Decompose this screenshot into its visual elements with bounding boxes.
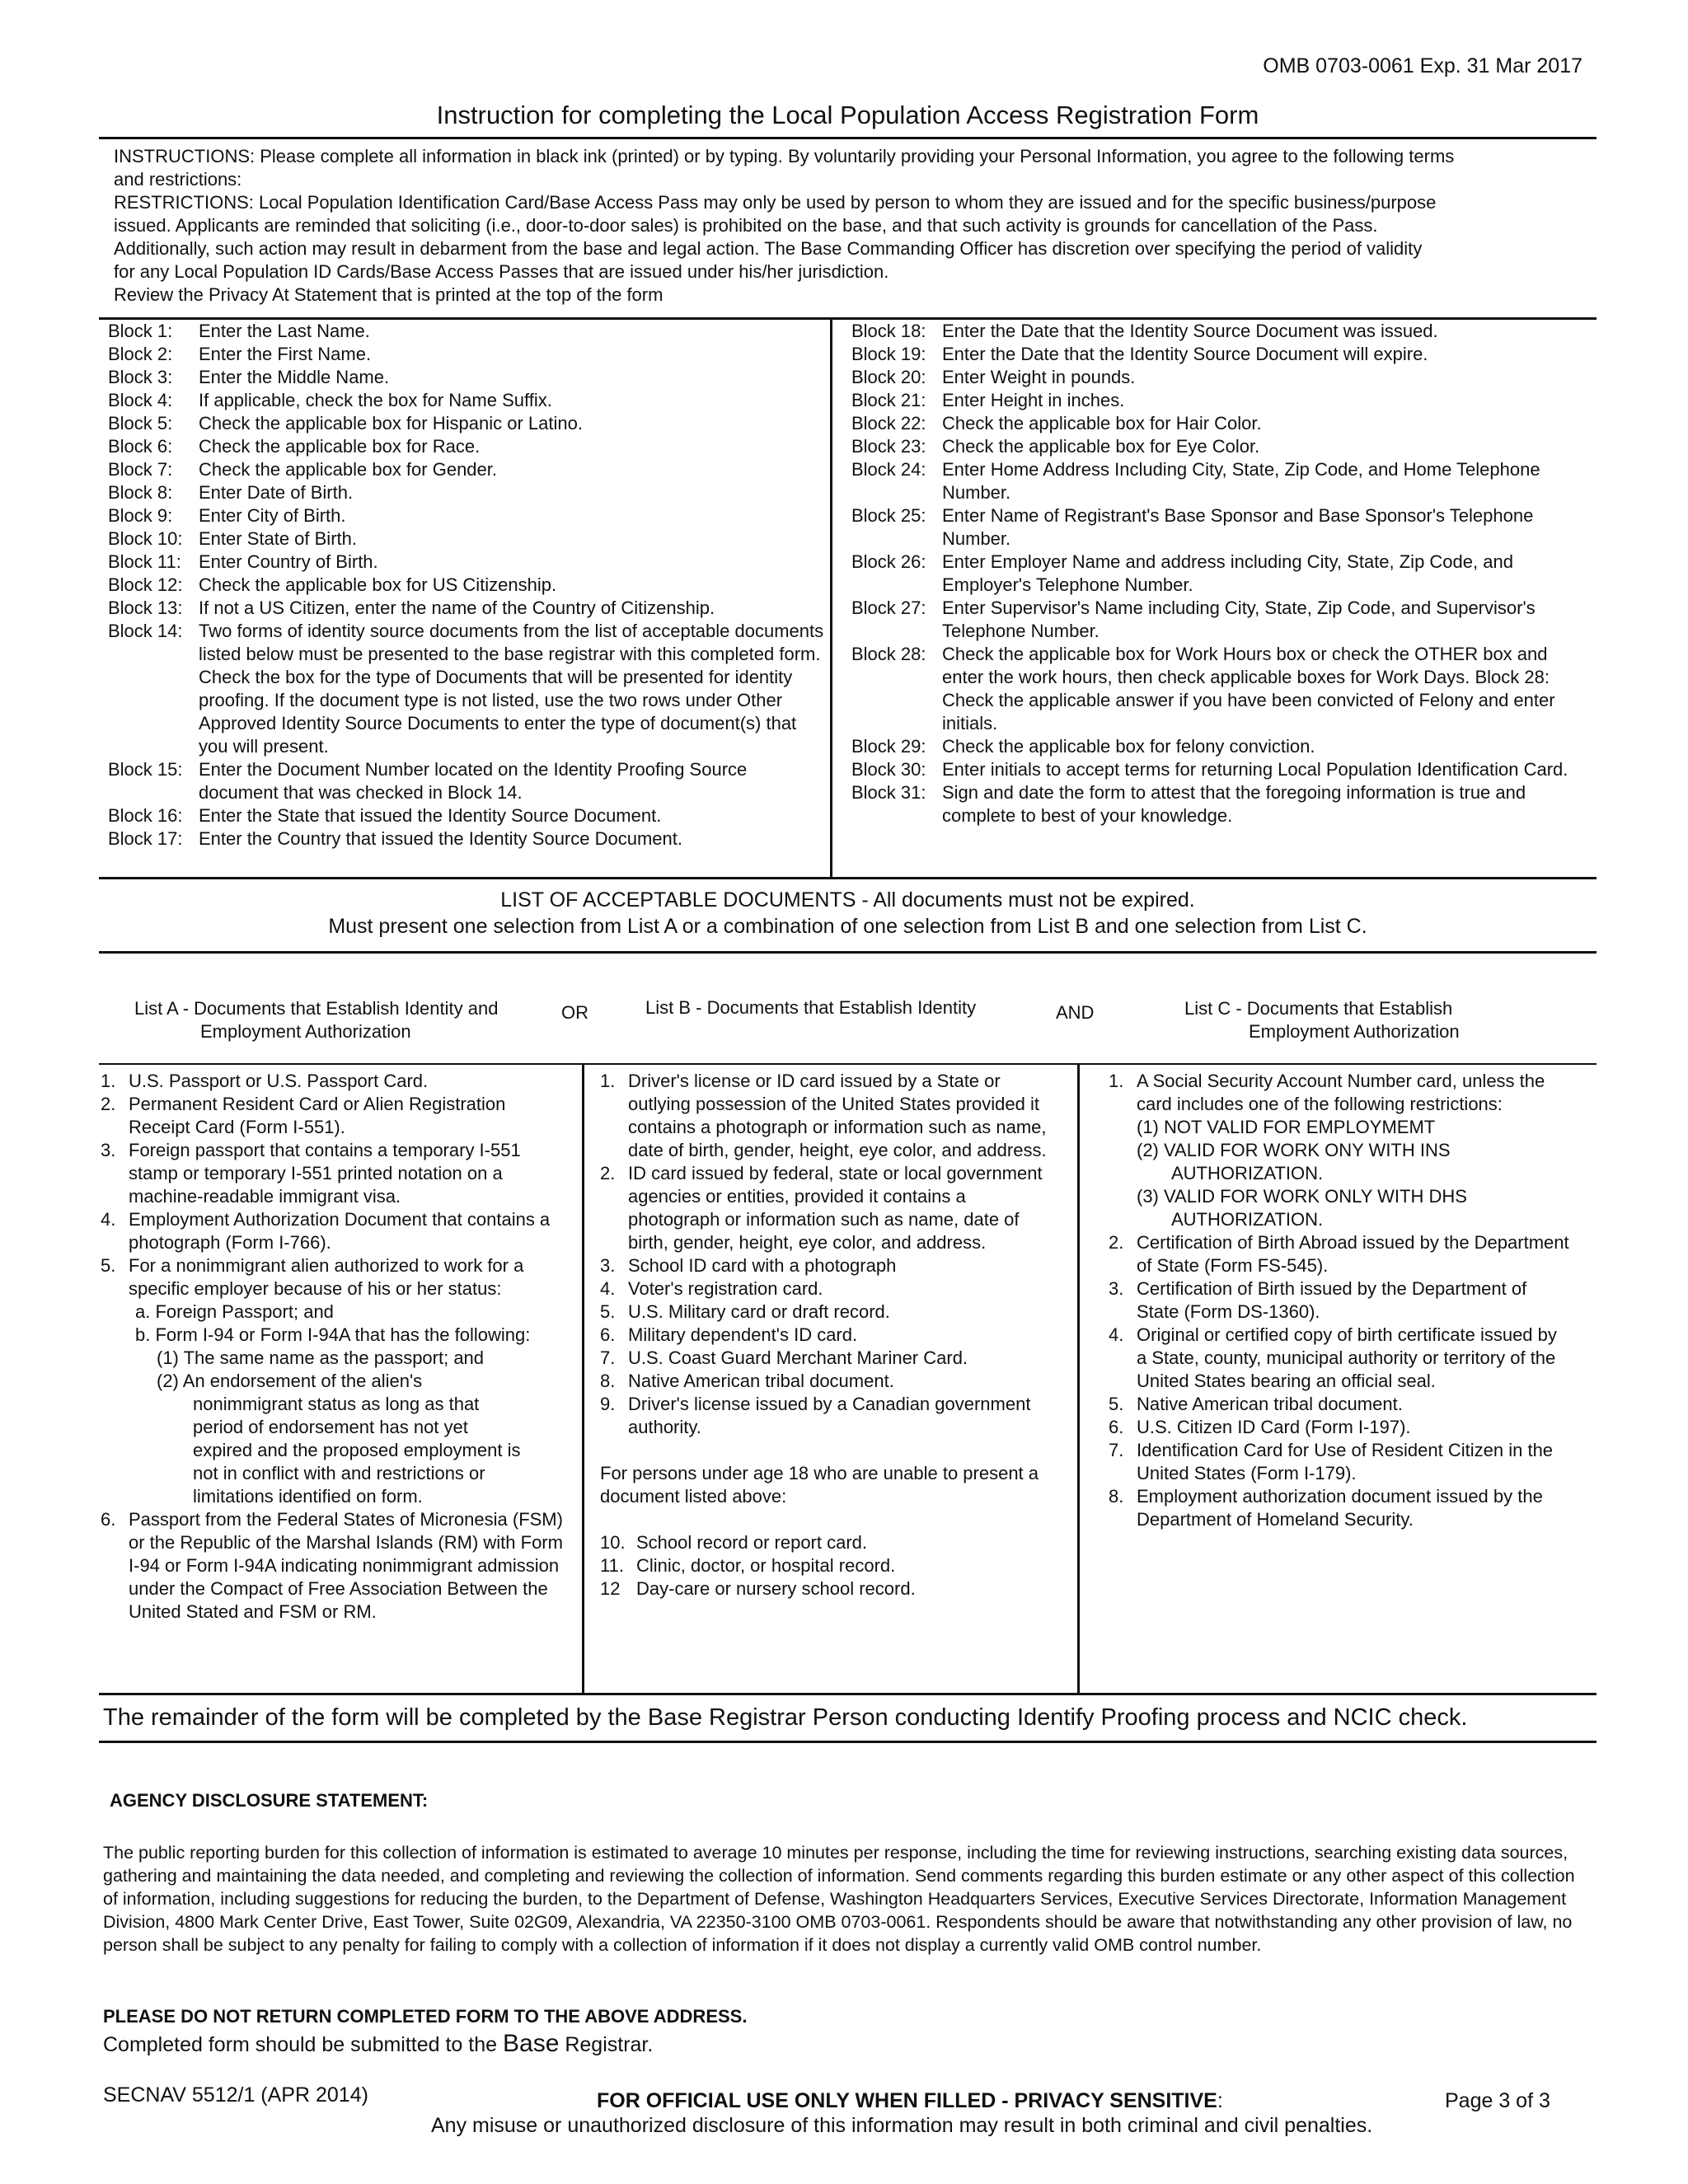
list-a-header-line: List A - Documents that Establish Identity and: [134, 998, 499, 1019]
submit-base: Base: [503, 2030, 560, 2057]
page-number: Page 3 of 3: [1445, 2089, 1550, 2112]
block-text: Enter City of Birth.: [199, 505, 346, 526]
list-item: 2. ID card issued by federal, state or local government agencies or entities, provided it contains a photograph or information such as name, date of birth, gender, height, eye color, and address.: [600, 1163, 1043, 1253]
block-text: Enter the Last Name.: [199, 321, 370, 341]
block-instruction: [108, 804, 825, 827]
block-text: Enter the Date that the Identity Source Document was issued.: [942, 321, 1438, 341]
list-a-header-line: Employment Authorization: [200, 1021, 411, 1042]
acceptable-line-2: Must present one selection from List A or a combination of one selection from List B and one selection from List C.: [328, 915, 1367, 938]
list-c-header-line: List C - Documents that Establish: [1184, 998, 1453, 1019]
block-instruction: [108, 458, 825, 481]
restrictions-line: for any Local Population ID Cards/Base Access Passes that are issued under his/her jurisdiction.: [114, 261, 889, 282]
block-label: Block 16:: [108, 805, 183, 826]
block-label: Block 8:: [108, 482, 173, 503]
list-item: 8. Native American tribal document.: [600, 1371, 894, 1391]
block-instruction: [108, 597, 825, 620]
list-item: 6. Military dependent's ID card.: [600, 1324, 858, 1345]
block-text: Enter Supervisor's Name including City, State, Zip Code, and Supervisor's Telephone Number.: [942, 598, 1536, 641]
block-text: Check the applicable box for Gender.: [199, 459, 498, 480]
block-label: Block 11:: [108, 551, 181, 572]
block-label: Block 3:: [108, 367, 173, 387]
list-item: 9. Driver's license issued by a Canadian government authority.: [600, 1394, 1031, 1437]
fouo-notice: [597, 2089, 1223, 2113]
list-item: 10. School record or report card.: [600, 1532, 868, 1553]
list-item: 5. U.S. Military card or draft record.: [600, 1301, 890, 1322]
block-text: Two forms of identity source documents from the list of acceptable documents listed below must be presented to the base registrar with this completed form. Check the box for the type of Documents that will be presented for identity proofing. If the document type is not listed, use the two rows under Other Approved Identity Source Documents to enter the type of document(s) that you will present.: [199, 621, 824, 757]
block-instruction: [108, 827, 825, 851]
restriction-item: (2) VALID FOR WORK ONY WITH INS AUTHORIZATION.: [1137, 1140, 1451, 1183]
instructions-line: INSTRUCTIONS: Please complete all information in black ink (printed) or by typing. By voluntarily providing your Personal Information, you agree to the following terms: [114, 146, 1455, 166]
list-divider-ab: [582, 1065, 584, 1693]
restrictions-line: RESTRICTIONS: Local Population Identification Card/Base Access Pass may only be used by person to whom they are issued and for the specific business/purpose: [114, 192, 1437, 213]
block-label: Block 1:: [108, 321, 173, 341]
list-item: 12 Day-care or nursery school record.: [600, 1578, 916, 1599]
block-label: Block 12:: [108, 574, 183, 595]
block-text: Enter Home Address Including City, State, Zip Code, and Home Telephone Number.: [942, 459, 1540, 503]
block-instruction: [851, 343, 1585, 366]
block-label: Block 19:: [851, 344, 926, 364]
do-not-return-notice: PLEASE DO NOT RETURN COMPLETED FORM TO THE ABOVE ADDRESS.: [103, 2006, 748, 2027]
list-divider-bc: [1077, 1065, 1080, 1693]
block-label: Block 25:: [851, 505, 926, 526]
block-text: Enter Height in inches.: [942, 390, 1125, 410]
fouo-colon: :: [1217, 2089, 1223, 2112]
block-instruction: [108, 366, 825, 389]
block-text: Enter State of Birth.: [199, 528, 357, 549]
list-a-header-text: [134, 997, 498, 1043]
block-label: Block 31:: [851, 782, 926, 803]
block-label: Block 18:: [851, 321, 926, 341]
block-instruction: [108, 412, 825, 435]
list-item: 6. Passport from the Federal States of Micronesia (FSM) or the Republic of the Marshal Islands (RM) with Form I-94 or Form I-94A indicating nonimmigrant admission under the Compact of Free Association Between the United Stated and FSM or RM.: [101, 1509, 563, 1622]
block-label: Block 4:: [108, 390, 173, 410]
restrictions-line: issued. Applicants are reminded that soliciting (i.e., door-to-door sales) is prohibited on the base, and that such activity is grounds for cancellation of the Pass.: [114, 215, 1378, 236]
remainder-note: The remainder of the form will be completed by the Base Registrar Person conducting Identify Proofing process and NCIC check.: [103, 1704, 1468, 1731]
list-item: 8. Employment authorization document issued by the Department of Homeland Security.: [1109, 1486, 1543, 1530]
disclosure-heading: AGENCY DISCLOSURE STATEMENT:: [110, 1790, 429, 1811]
block-instruction: [108, 504, 825, 527]
block-label: Block 24:: [851, 459, 926, 480]
list-subitem: a. Foreign Passport; and: [135, 1301, 334, 1322]
block-label: Block 13:: [108, 598, 183, 618]
list-item: 5. Native American tribal document.: [1109, 1394, 1403, 1414]
blocks-right-column: [851, 320, 1585, 827]
block-text: Enter Weight in pounds.: [942, 367, 1136, 387]
block-instruction: [851, 643, 1585, 735]
block-text: Check the applicable box for Work Hours box or check the OTHER box and enter the work hours, then check applicable boxes for Work Days. Block 28: Check the applicable answer if you have been convicted of Felony and enter initials.: [942, 644, 1555, 733]
list-item: 3. School ID card with a photograph: [600, 1255, 897, 1276]
block-label: Block 15:: [108, 759, 183, 780]
list-b-header: List B - Documents that Establish Identity: [645, 997, 977, 1018]
acceptable-documents-heading: [99, 887, 1597, 940]
instructions-section: [114, 145, 1589, 307]
list-item: 3. Foreign passport that contains a temporary I-551 stamp or temporary I-551 printed notation on a machine-readable immigrant visa.: [101, 1140, 521, 1207]
block-label: Block 29:: [851, 736, 926, 757]
block-label: Block 17:: [108, 828, 183, 849]
block-text: Check the applicable box for Hispanic or Latino.: [199, 413, 583, 434]
list-subsubitem: (2) An endorsement of the alien's nonimmigrant status as long as that period of endorsement has not yet expired and the proposed employment is not in conflict with and restrictions or limitations identified on form.: [157, 1371, 521, 1507]
list-subsubitem: (1) The same name as the passport; and: [157, 1347, 485, 1368]
list-item: 6. U.S. Citizen ID Card (Form I-197).: [1109, 1417, 1411, 1437]
block-text: Enter Employer Name and address including City, State, Zip Code, and Employer's Telephone Number.: [942, 551, 1513, 595]
list-b: [600, 1070, 1062, 1601]
block-instruction: [108, 527, 825, 551]
list-item: 4. Voter's registration card.: [600, 1278, 823, 1299]
block-label: Block 26:: [851, 551, 926, 572]
block-instruction: [851, 320, 1585, 343]
misuse-notice: Any misuse or unauthorized disclosure of this information may result in both criminal and civil penalties.: [431, 2114, 1373, 2137]
form-id: SECNAV 5512/1 (APR 2014): [103, 2083, 368, 2107]
block-text: Check the applicable box for Race.: [199, 436, 481, 457]
and-label: AND: [1056, 1002, 1095, 1023]
under-18-note: For persons under age 18 who are unable to present a document listed above:: [600, 1463, 1039, 1507]
list-item: 1. U.S. Passport or U.S. Passport Card.: [101, 1071, 429, 1091]
remainder-rule: [99, 1741, 1597, 1743]
list-c-header: [1184, 997, 1460, 1043]
list-item: 2. Permanent Resident Card or Alien Registration Receipt Card (Form I-551).: [101, 1094, 506, 1137]
block-instruction: [851, 758, 1585, 781]
submit-instruction: [103, 2030, 653, 2058]
blocks-rule: [99, 877, 1597, 879]
block-instruction: [851, 412, 1585, 435]
block-label: Block 23:: [851, 436, 926, 457]
block-instruction: [851, 435, 1585, 458]
block-text: Check the applicable box for Eye Color.: [942, 436, 1260, 457]
block-text: If not a US Citizen, enter the name of the Country of Citizenship.: [199, 598, 715, 618]
block-label: Block 28:: [851, 644, 926, 664]
blocks-divider: [830, 320, 832, 877]
block-instruction: [851, 597, 1585, 643]
block-instruction: [851, 781, 1585, 827]
block-text: Check the applicable box for Hair Color.: [942, 413, 1262, 434]
fouo-label: FOR OFFICIAL USE ONLY WHEN FILLED - PRIVACY SENSITIVE: [597, 2089, 1217, 2112]
block-instruction: [851, 504, 1585, 551]
block-text: Enter Country of Birth.: [199, 551, 378, 572]
block-text: Enter Name of Registrant's Base Sponsor and Base Sponsor's Telephone Number.: [942, 505, 1534, 549]
block-instruction: [108, 620, 825, 758]
block-label: Block 20:: [851, 367, 926, 387]
block-text: Enter the First Name.: [199, 344, 372, 364]
list-item: 3. Certification of Birth issued by the Department of State (Form DS-1360).: [1109, 1278, 1527, 1322]
instructions-line: and restrictions:: [114, 169, 242, 190]
block-label: Block 27:: [851, 598, 926, 618]
block-instruction: [851, 366, 1585, 389]
block-label: Block 30:: [851, 759, 926, 780]
block-text: Enter initials to accept terms for returning Local Population Identification Card.: [942, 759, 1568, 780]
block-instruction: [851, 389, 1585, 412]
list-item: 2. Certification of Birth Abroad issued by the Department of State (Form FS-545).: [1109, 1232, 1569, 1276]
block-instruction: [108, 389, 825, 412]
block-label: Block 6:: [108, 436, 173, 457]
page-title: Instruction for completing the Local Population Access Registration Form: [436, 101, 1259, 129]
acceptable-rule: [99, 951, 1597, 954]
title-rule: [99, 137, 1597, 139]
block-text: Sign and date the form to attest that the foregoing information is true and complete to best of your knowledge.: [942, 782, 1526, 826]
block-text: Enter the Document Number located on the Identity Proofing Source document that was checked in Block 14.: [199, 759, 748, 803]
block-instruction: [851, 458, 1585, 504]
omb-number: OMB 0703-0061 Exp. 31 Mar 2017: [1263, 54, 1582, 77]
list-subitem: b. Form I-94 or Form I-94A that has the following:: [135, 1324, 531, 1345]
block-instruction: [108, 758, 825, 804]
list-a: [101, 1070, 570, 1624]
list-item: 1. A Social Security Account Number card, unless the card includes one of the following restrictions:: [1109, 1071, 1545, 1114]
acceptable-line-1: LIST OF ACCEPTABLE DOCUMENTS - All documents must not be expired.: [500, 888, 1195, 912]
block-instruction: [851, 735, 1585, 758]
block-instruction: [108, 320, 825, 343]
block-text: Enter the Middle Name.: [199, 367, 390, 387]
list-header-rule: [99, 1063, 1597, 1065]
block-text: Check the applicable box for felony conviction.: [942, 736, 1315, 757]
block-label: Block 21:: [851, 390, 926, 410]
block-text: If applicable, check the box for Name Suffix.: [199, 390, 552, 410]
lists-bottom-rule: [99, 1693, 1597, 1695]
block-text: Enter the State that issued the Identity Source Document.: [199, 805, 662, 826]
list-item: 5. For a nonimmigrant alien authorized to work for a specific employer because of his or her status:: [101, 1255, 524, 1299]
list-item: 4. Employment Authorization Document that contains a photograph (Form I-766).: [101, 1209, 551, 1253]
submit-prefix: Completed form should be submitted to the: [103, 2033, 503, 2056]
submit-suffix: Registrar.: [559, 2033, 654, 2056]
block-instruction: [108, 343, 825, 366]
block-text: Check the applicable box for US Citizenship.: [199, 574, 557, 595]
block-text: Enter the Country that issued the Identity Source Document.: [199, 828, 682, 849]
list-item: 7. U.S. Coast Guard Merchant Mariner Card.: [600, 1347, 968, 1368]
restrictions-line: Additionally, such action may result in debarment from the base and legal action. The Base Commanding Officer has discretion over specifying the period of validity: [114, 238, 1423, 259]
list-c: [1109, 1070, 1570, 1531]
restriction-item: (3) VALID FOR WORK ONLY WITH DHS AUTHORIZATION.: [1137, 1186, 1467, 1230]
list-item: 7. Identification Card for Use of Resident Citizen in the United States (Form I-179).: [1109, 1440, 1554, 1483]
blocks-left-column: [108, 320, 825, 851]
block-label: Block 2:: [108, 344, 173, 364]
block-text: Enter the Date that the Identity Source Document will expire.: [942, 344, 1428, 364]
list-item: 4. Original or certified copy of birth certificate issued by a State, county, municipal authority or territory of the United States bearing an official seal.: [1109, 1324, 1557, 1391]
block-label: Block 7:: [108, 459, 173, 480]
block-instruction: [851, 551, 1585, 597]
list-item: 11. Clinic, doctor, or hospital record.: [600, 1555, 896, 1576]
disclosure-body: The public reporting burden for this collection of information is estimated to average 10 minutes per response, including the time for reviewing instructions, searching existing data sources, gathering and maintaining the data needed, and completing and reviewing the collection of information. Send comments regarding this burden estimate or any other aspect of this collection of information, including suggestions for reducing the burden, to the Department of Defense, Washington Headquarters Services, Executive Services Directorate, Information Management Division, 4800 Mark Center Drive, East Tower, Suite 02G09, Alexandria, VA 22350-3100 OMB 0703-0061. Respondents should be aware that notwithstanding any other provision of law, no person shall be subject to any penalty for failing to comply with a collection of information if it does not display a currently valid OMB control number.: [103, 1843, 1575, 1955]
list-c-header-line: Employment Authorization: [1249, 1021, 1460, 1042]
block-label: Block 22:: [851, 413, 926, 434]
or-label: OR: [561, 1002, 588, 1023]
block-text: Enter Date of Birth.: [199, 482, 354, 503]
block-instruction: [108, 574, 825, 597]
block-label: Block 14:: [108, 621, 183, 641]
block-instruction: [108, 551, 825, 574]
privacy-review-line: Review the Privacy At Statement that is printed at the top of the form: [114, 284, 663, 305]
block-instruction: [108, 481, 825, 504]
restriction-item: (1) NOT VALID FOR EMPLOYMEMT: [1137, 1117, 1436, 1137]
block-label: Block 10:: [108, 528, 183, 549]
block-label: Block 9:: [108, 505, 173, 526]
block-label: Block 5:: [108, 413, 173, 434]
list-item: 1. Driver's license or ID card issued by a State or outlying possession of the United States provided it contains a photograph or information such as name, date of birth, gender, height, eye color, and address.: [600, 1071, 1047, 1160]
block-instruction: [108, 435, 825, 458]
